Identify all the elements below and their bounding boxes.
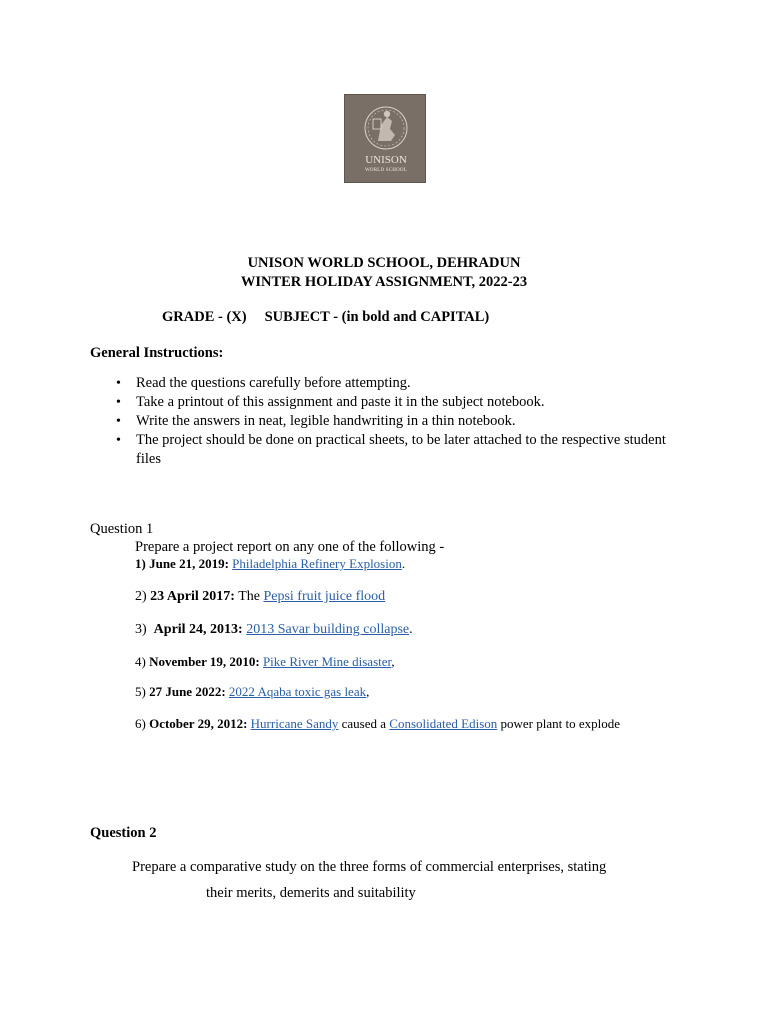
q1-option-5 <box>135 684 369 700</box>
option-post: , <box>366 684 370 699</box>
question1-intro: Prepare a project report on any one of the following - <box>135 539 445 555</box>
option-link[interactable]: Philadelphia Refinery Explosion <box>232 556 402 571</box>
option-date: June 21, 2019: <box>149 556 229 571</box>
option-date: 23 April 2017: <box>150 589 235 604</box>
question1-label: Question 1 <box>90 521 154 537</box>
instruction-item: • Read the questions carefully before attempting. <box>112 374 672 393</box>
option-link[interactable]: Hurricane Sandy <box>250 716 339 731</box>
q1-option-3 <box>135 622 413 638</box>
q1-option-6 <box>135 716 620 732</box>
q1-option-4 <box>135 654 395 670</box>
option-num: 6) <box>135 716 146 731</box>
logo-name-line2: WORLD SCHOOL <box>365 168 407 173</box>
option-num: 1) <box>135 556 146 571</box>
option-pre: The <box>238 589 260 604</box>
option-date: 27 June 2022: <box>149 684 226 699</box>
option-date: October 29, 2012: <box>149 716 248 731</box>
grade-text: GRADE - (X) <box>162 309 247 325</box>
option-num: 2) <box>135 589 147 604</box>
school-logo <box>344 94 426 183</box>
question2-text-line2: their merits, demerits and suitability <box>206 885 416 901</box>
option-num: 3) <box>135 622 147 637</box>
option-num: 5) <box>135 684 146 699</box>
question2-text-line1: Prepare a comparative study on the three forms of commercial enterprises, stating <box>132 859 607 875</box>
option-link[interactable]: 2022 Aqaba toxic gas leak <box>228 684 367 699</box>
q1-option-2 <box>135 589 385 605</box>
question2-label: Question 2 <box>90 825 157 841</box>
subject-text: SUBJECT - (in bold and CAPITAL) <box>264 309 490 325</box>
instruction-item: • Take a printout of this assignment and paste it in the subject notebook. <box>112 393 672 412</box>
instruction-item: • The project should be done on practical sheets, to be later attached to the respective student files <box>112 431 672 469</box>
instruction-item: • Write the answers in neat, legible handwriting in a thin notebook. <box>112 412 672 431</box>
school-title: UNISON WORLD SCHOOL, DEHRADUN <box>247 255 521 271</box>
option-mid: caused a <box>341 716 387 731</box>
instructions-heading: General Instructions: <box>90 345 224 361</box>
option-link[interactable]: Pepsi fruit juice flood <box>263 589 386 604</box>
option-num: 4) <box>135 654 146 669</box>
option-post: . <box>401 556 406 571</box>
option-post: power plant to explode <box>500 716 620 731</box>
option-post: , <box>391 654 395 669</box>
option-link[interactable]: Pike River Mine disaster <box>262 654 392 669</box>
grade-subject-line <box>162 309 489 326</box>
option-date: April 24, 2013: <box>153 622 243 637</box>
q1-option-1 <box>135 556 405 572</box>
option-link-2[interactable]: Consolidated Edison <box>389 716 498 731</box>
logo-emblem-icon <box>345 95 427 184</box>
option-date: November 19, 2010: <box>149 654 260 669</box>
logo-name-line1: UNISON <box>365 154 407 166</box>
option-post: . <box>409 622 413 637</box>
instructions-list <box>112 374 672 469</box>
option-link[interactable]: 2013 Savar building collapse <box>246 622 410 637</box>
assignment-title: WINTER HOLIDAY ASSIGNMENT, 2022-23 <box>240 274 528 290</box>
